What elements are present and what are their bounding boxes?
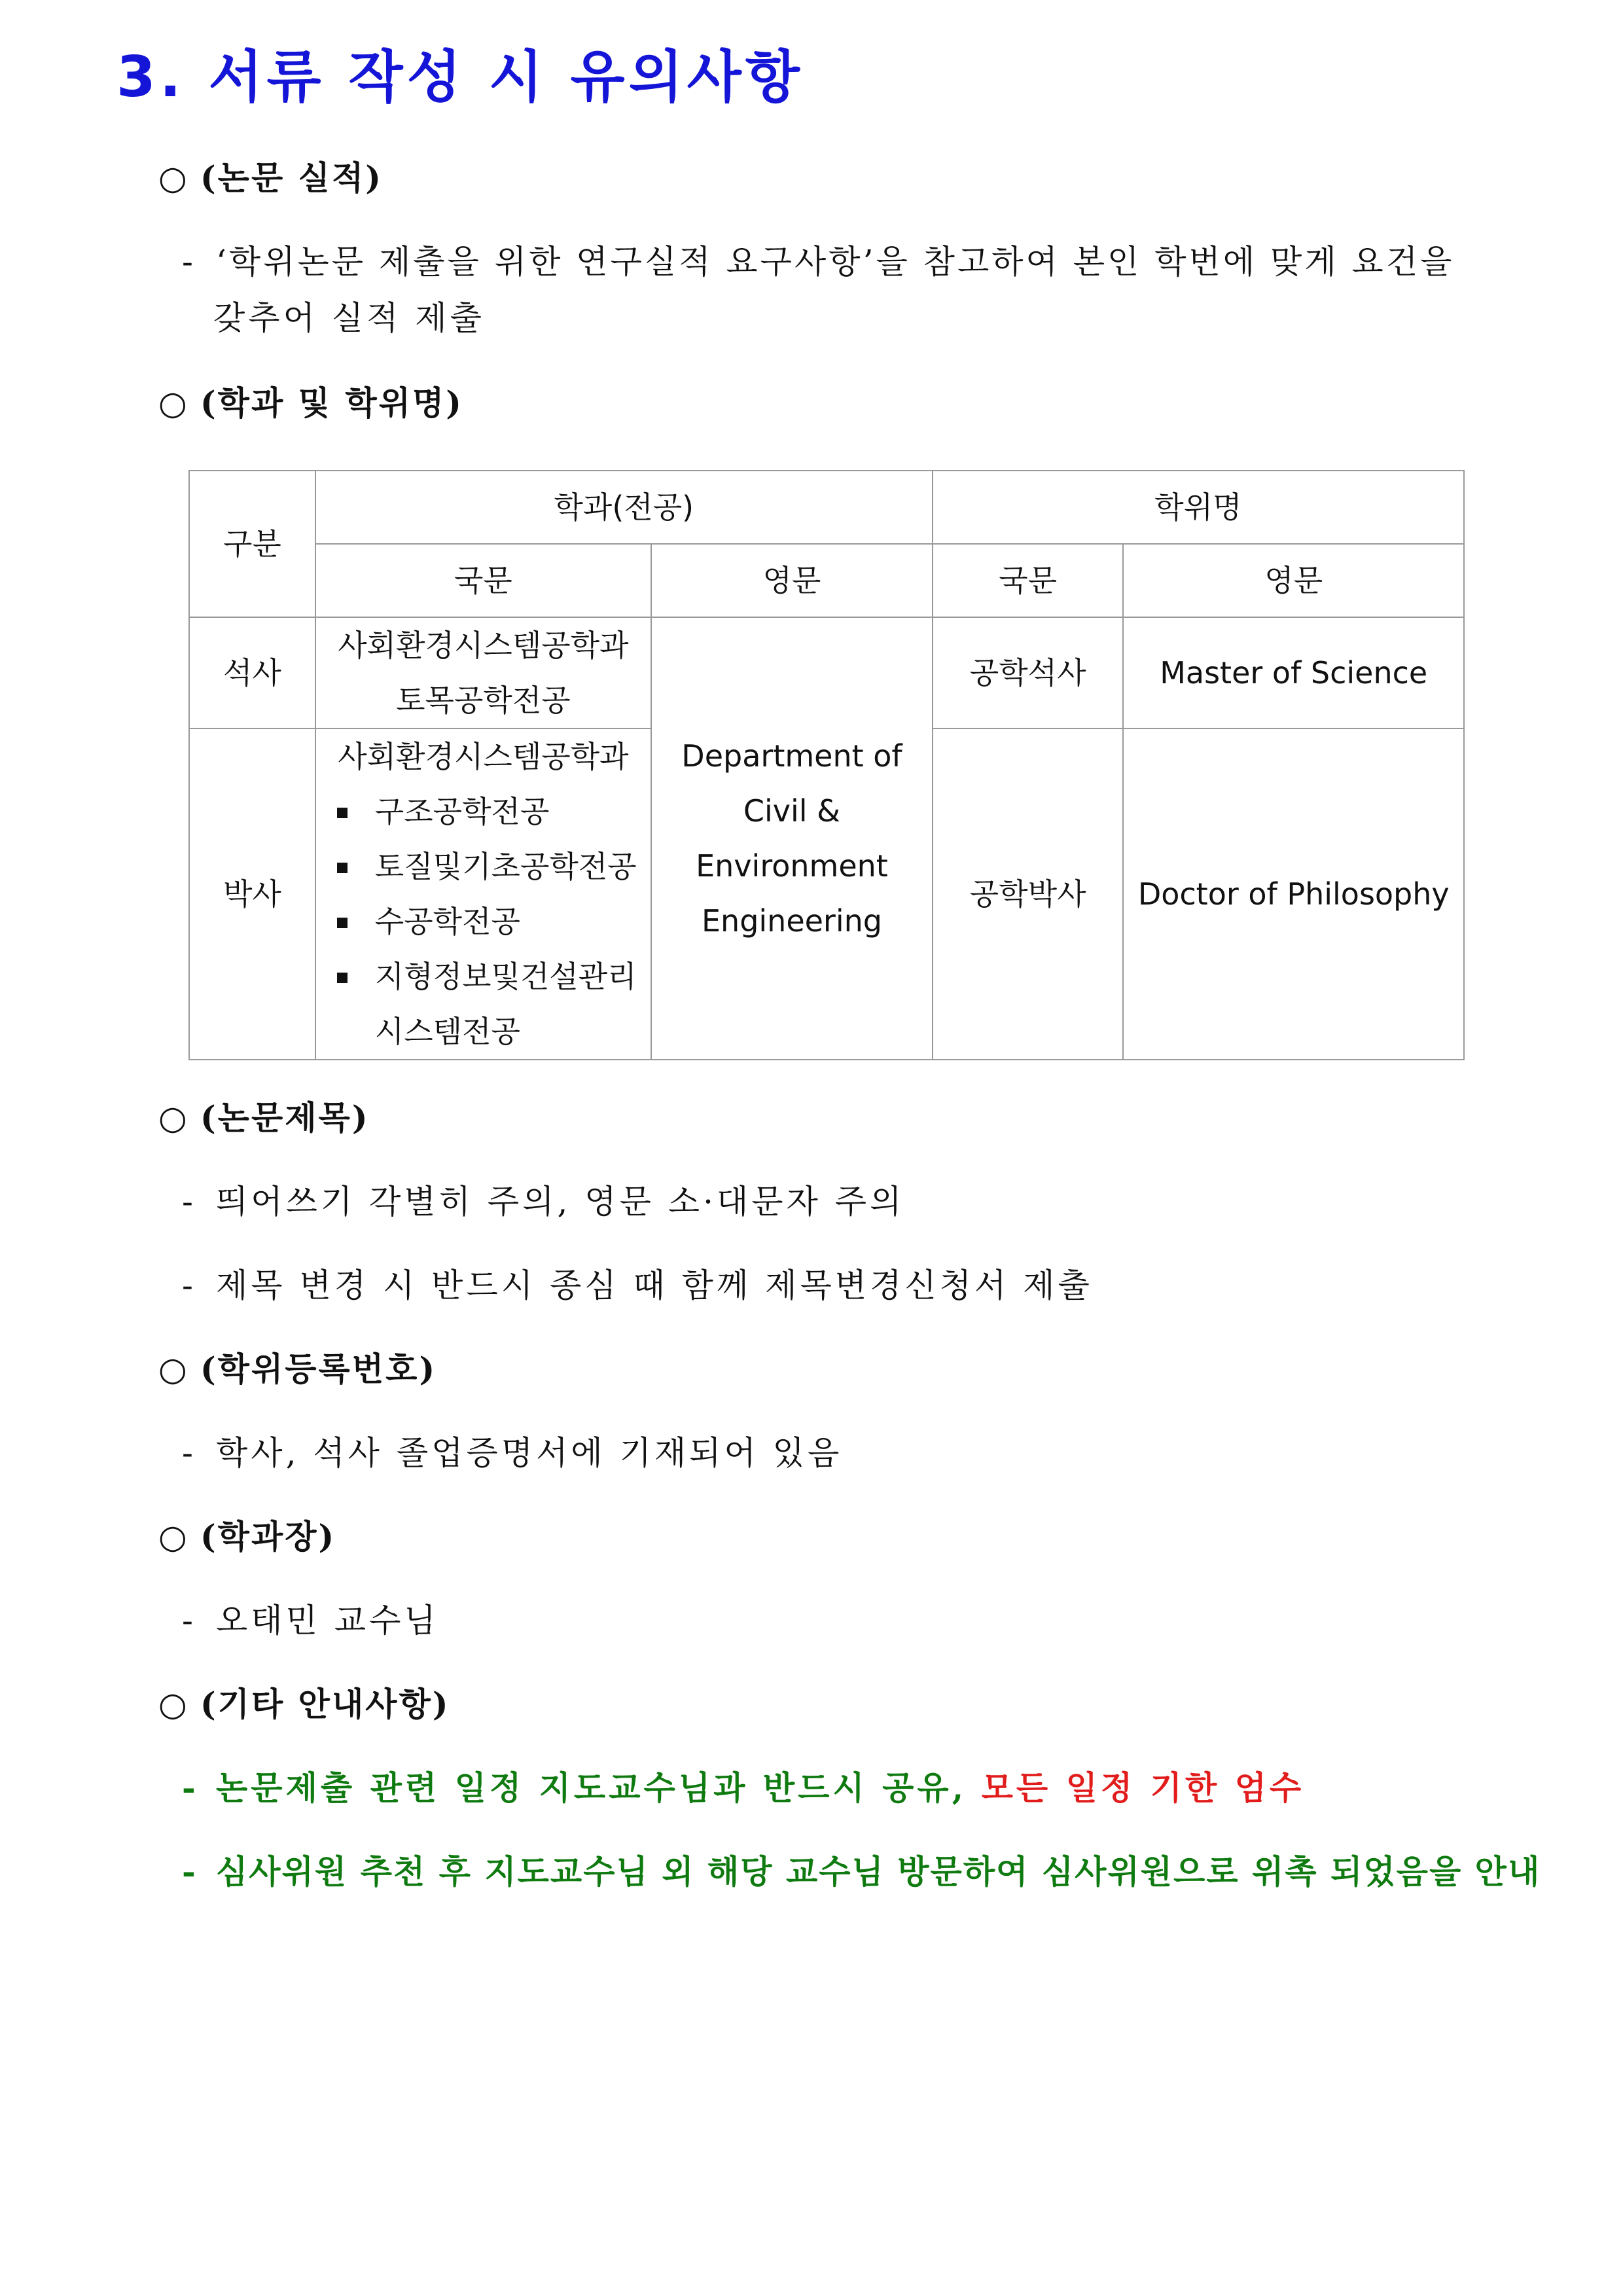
circle-bullet-icon: ○ [158,1685,189,1723]
regno-item-1 [182,1427,842,1474]
subheader-dept-kor: 국문 [315,544,651,617]
square-bullet-icon [337,918,348,928]
dash-icon: - [182,1602,196,1640]
dash-icon: - [182,1266,196,1304]
master-dept-line1: 사회환경시스템공학과 [338,628,629,663]
item-text: 제목 변경 시 반드시 종심 때 함께 제목변경신청서 제출 [216,1266,1093,1304]
dept-eng-line: Civil & [743,793,841,829]
section-heading-paper [158,152,383,199]
list-item: 지형정보및건설관리 [323,949,644,1004]
dash-icon: - [182,1768,199,1807]
item-text-red: 모든 일정 기한 엄수 [981,1768,1305,1807]
circle-bullet-icon: ○ [158,384,189,422]
master-degree-kor: 공학석사 [933,617,1124,728]
circle-bullet-icon: ○ [158,1518,189,1556]
item-text: 띄어쓰기 각별히 주의, 영문 소·대문자 주의 [216,1183,905,1221]
master-dept-line2: 토목공학전공 [396,683,571,718]
section-heading-title [158,1092,370,1139]
section-heading-etc [158,1678,450,1725]
subheader-dept-eng: 영문 [651,544,933,617]
circle-bullet-icon: ○ [158,1350,189,1388]
heading-text: (학위등록번호) [200,1350,437,1388]
square-bullet-icon [337,808,348,818]
circle-bullet-icon: ○ [158,159,189,197]
heading-text: (학과장) [200,1517,336,1556]
section-heading-dept [158,377,463,424]
doctor-dept-title: 사회환경시스템공학과 [338,739,629,774]
dept-eng-line: Environment [696,848,888,884]
doctor-degree-kor: 공학박사 [933,728,1124,1060]
doctor-major-list [323,784,644,1059]
header-category: 구분 [189,471,315,617]
dash-icon: - [182,1852,197,1891]
dept-eng-line: Engineering [701,903,882,939]
row-label-doctor: 박사 [189,728,315,1060]
circle-bullet-icon: ○ [158,1099,189,1137]
item-text: ‘학위논문 제출을 위한 연구실적 요구사항’을 참고하여 본인 학번에 맞게 요건을 [216,243,1455,281]
heading-text: (기타 안내사항) [200,1685,450,1723]
item-text: 심사위원 추천 후 지도교수님 외 해당 교수님 방문하여 심사위원으로 위촉 되었음을 안내 [216,1852,1541,1891]
title-item-1 [182,1175,904,1223]
item-text-green: 논문제출 관련 일정 지도교수님과 반드시 공유, [216,1768,967,1807]
paper-item-line1 [182,236,1454,283]
heading-text: (학과 및 학위명) [200,384,463,422]
master-degree-eng: Master of Science [1123,617,1464,728]
square-bullet-icon [337,863,348,873]
header-degree: 학위명 [933,471,1464,544]
doctor-degree-eng: Doctor of Philosophy [1123,728,1464,1060]
section-heading-chair [158,1511,336,1558]
dept-eng-line: Department of [681,738,902,774]
section-heading-regno [158,1343,437,1390]
square-bullet-icon [337,973,348,983]
header-dept: 학과(전공) [315,471,933,544]
dash-icon: - [182,1183,196,1221]
row-label-master: 석사 [189,617,315,728]
dash-icon: - [182,243,196,281]
etc-item-2 [182,1846,1541,1893]
etc-item-1 [182,1762,1304,1809]
list-item-continuation: 시스템전공 [374,1014,520,1049]
heading-text: (논문 실적) [200,158,383,197]
item-text: 학사, 석사 졸업증명서에 기재되어 있음 [216,1434,843,1472]
chair-item-1 [182,1594,439,1641]
title-item-2 [182,1259,1093,1306]
list-item: 토질및기초공학전공 [323,839,644,894]
subheader-degree-kor: 국문 [933,544,1124,617]
list-item: 구조공학전공 [323,784,644,839]
degree-table [188,470,1465,1060]
paper-item-line2: 갖추어 실적 제출 [213,299,485,337]
dept-eng-cell [651,617,933,1060]
doctor-dept-cell [315,728,651,1060]
page-title: 3. 서류 작성 시 유의사항 [116,45,804,110]
dash-icon: - [182,1434,196,1472]
list-item: 수공학전공 [323,894,644,949]
item-text: 오태민 교수님 [216,1602,439,1640]
subheader-degree-eng: 영문 [1123,544,1464,617]
heading-text: (논문제목) [200,1098,370,1137]
master-dept-cell [315,617,651,728]
